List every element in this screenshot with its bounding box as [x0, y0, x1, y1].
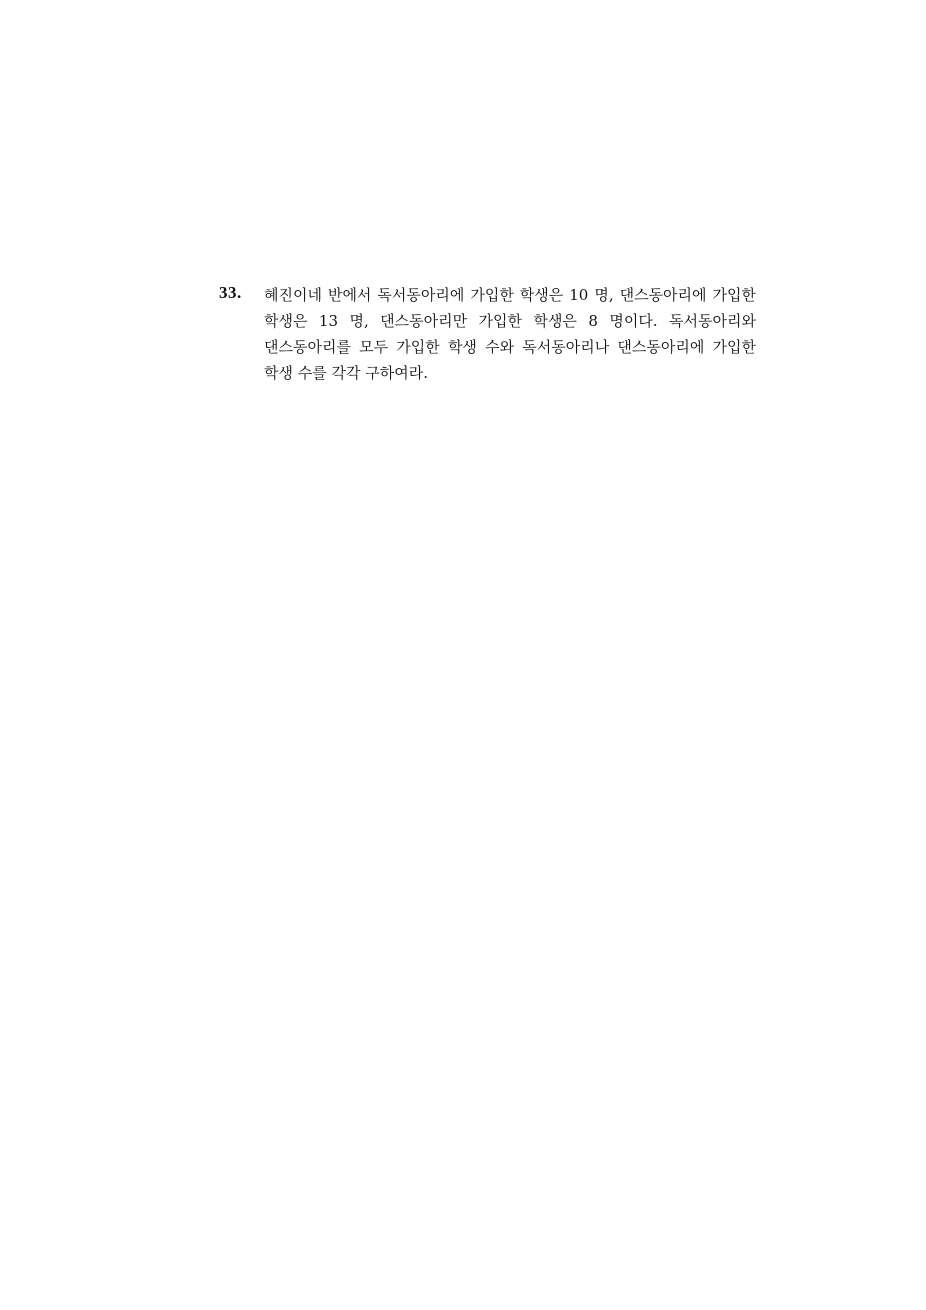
- problem-text: 혜진이네 반에서 독서동아리에 가입한 학생은 10 명, 댄스동아리에 가입한 학생은 13 명, 댄스동아리만 가입한 학생은 8 명이다. 독서동아리와 댄스동아리를 모두 가입한 학생 수와 독서동아리나 댄스동아리에 가입한 학생 수를 각각 구하여라.: [264, 286, 756, 382]
- problem-number: 33.: [219, 283, 242, 302]
